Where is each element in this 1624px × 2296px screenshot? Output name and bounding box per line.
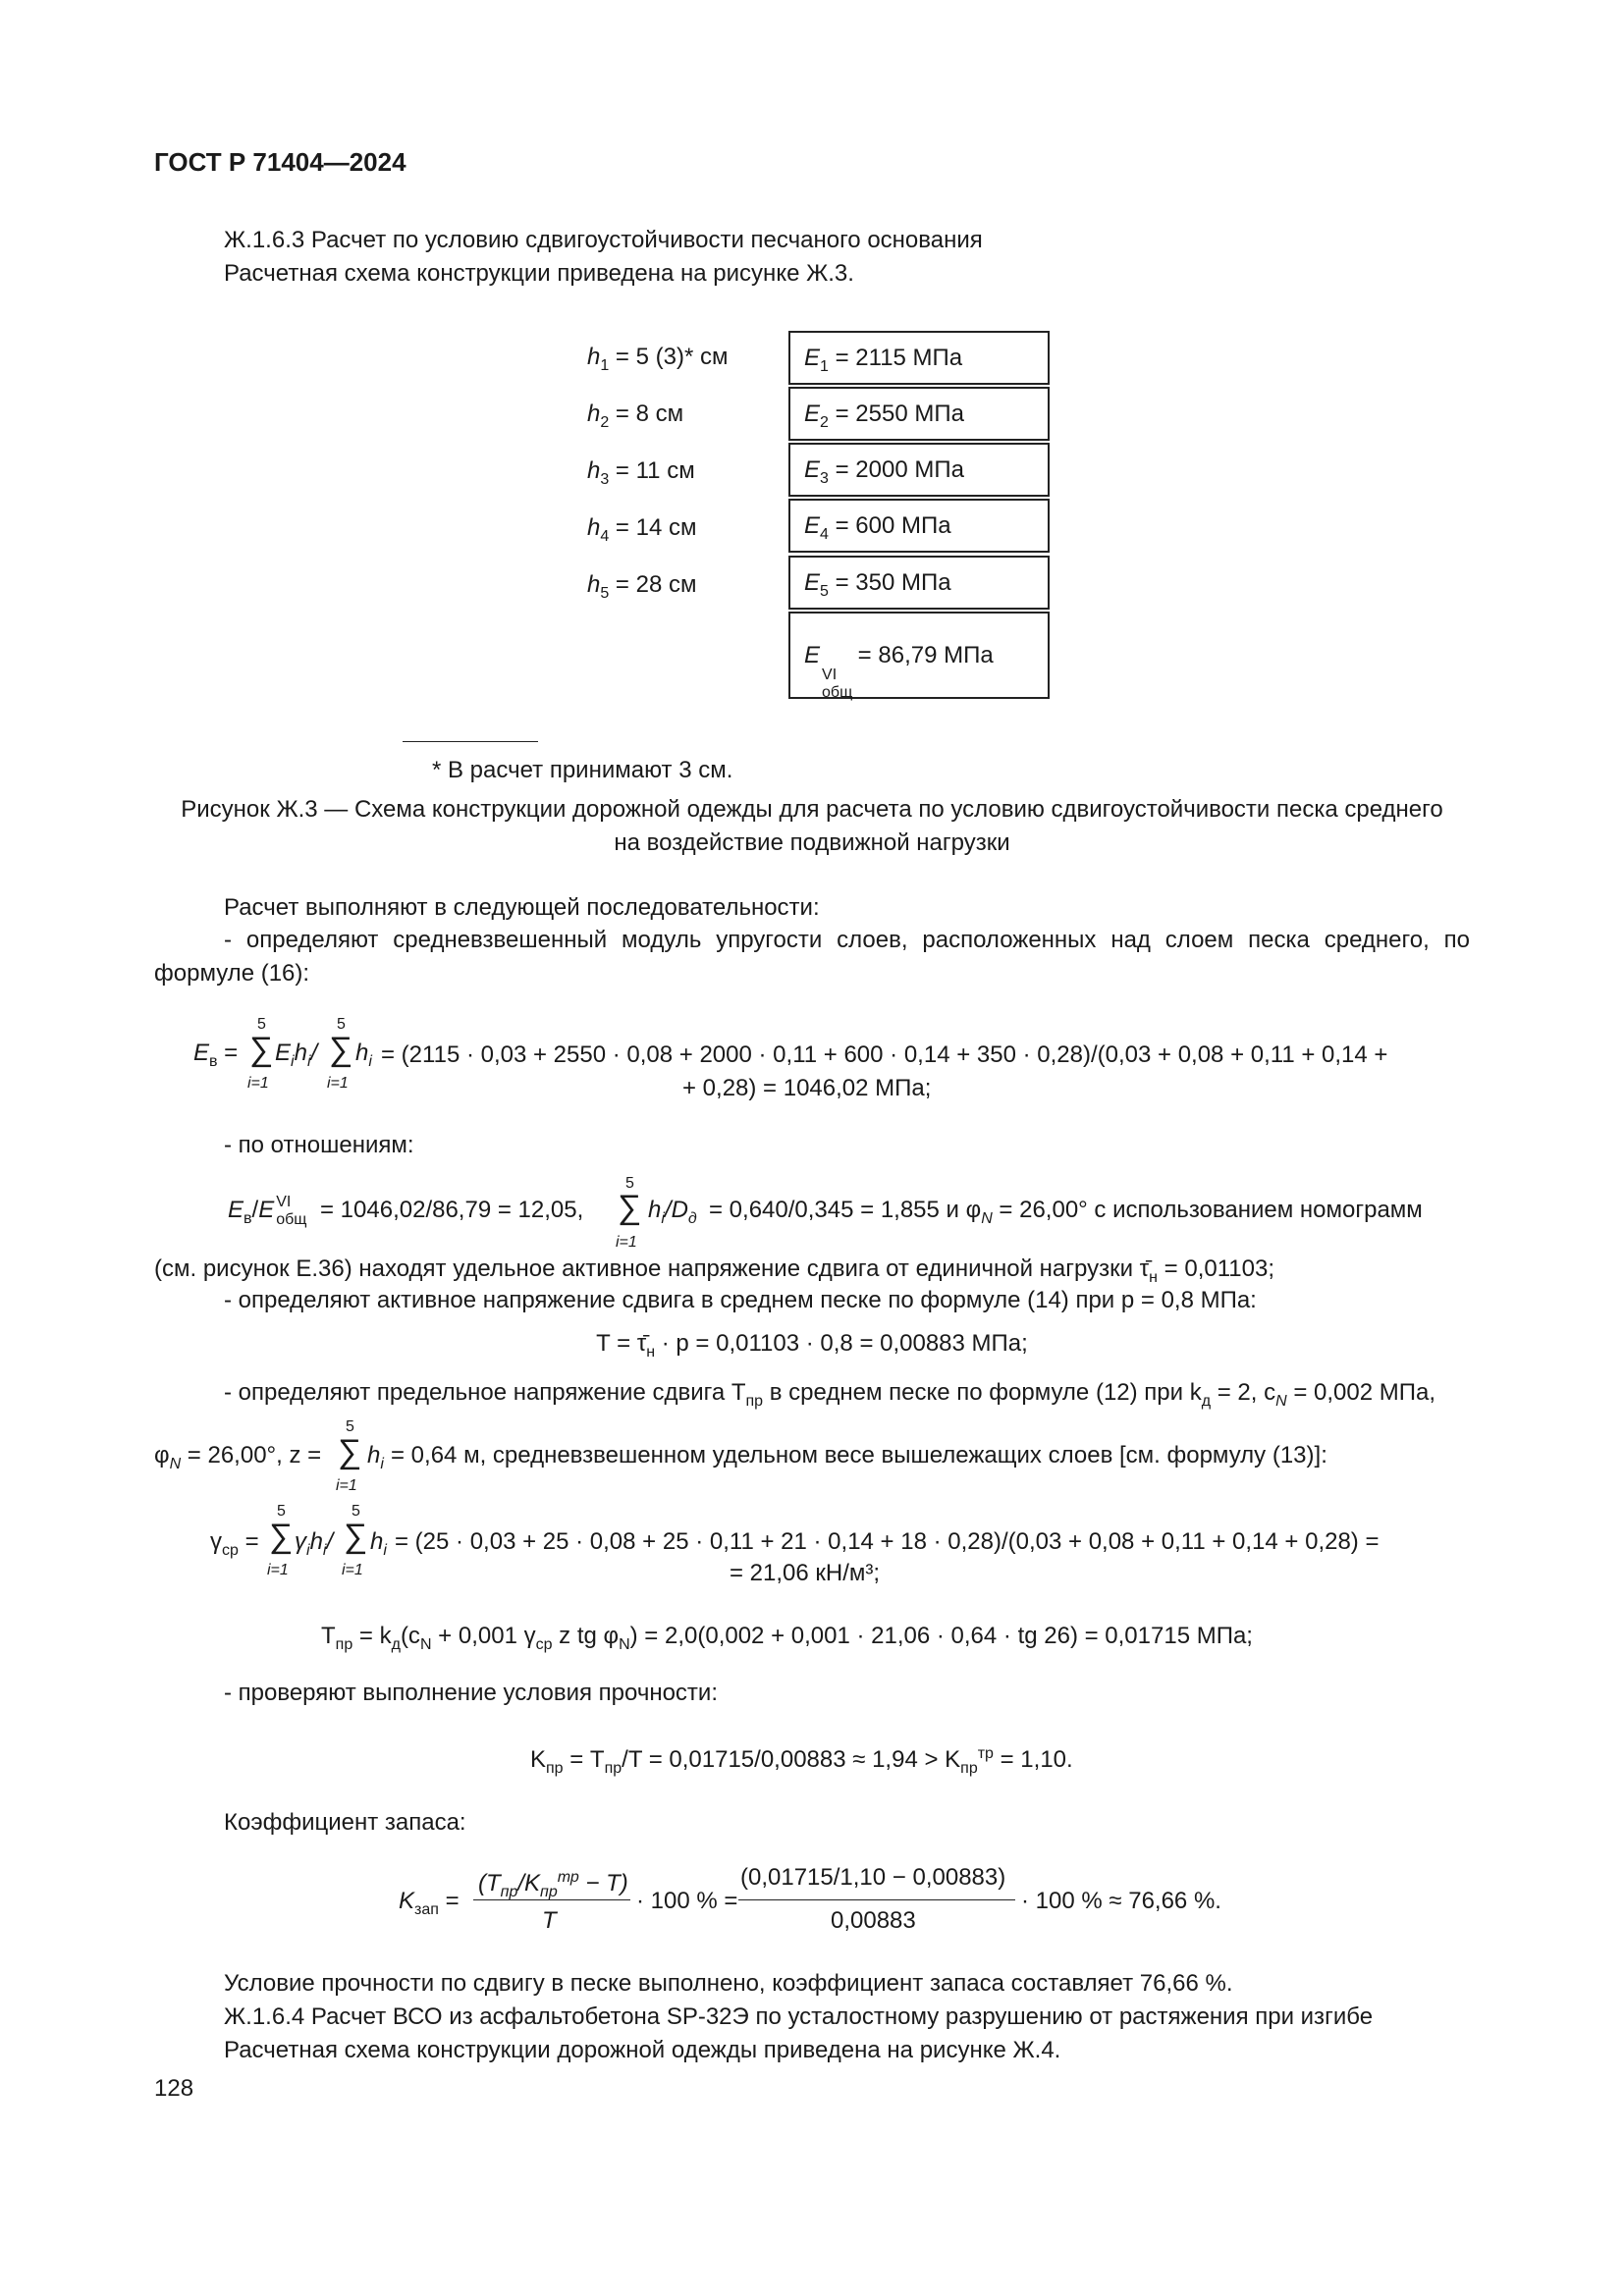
figure-caption-line-1: Рисунок Ж.3 — Схема конструкции дорожной одежды для расчета по условию сдвигоустойчивости песка среднего (181, 796, 1443, 823)
total-modulus: E VI общ = 86,79 МПа (788, 612, 1050, 699)
layer-modulus-3: $E_3 = 2000$ МПа (788, 443, 1050, 497)
paragraph-sequence: Расчет выполняют в следующей последовательности: (224, 894, 820, 921)
figure-caption-line-2: на воздействие подвижной нагрузки (614, 829, 1010, 856)
section-intro: Расчетная схема конструкции приведена на рисунке Ж.3. (224, 260, 854, 287)
section-title: Ж.1.6.3 Расчет по условию сдвигоустойчивости песчаного основания (224, 227, 983, 253)
layer-modulus-2: $E_2 = 2550$ МПа (788, 387, 1050, 441)
equation-strength-check: $K_{пр} = T_{пр}/T = 0,01715/0,00883 \approx 1,94 > K_{пр}^{тр} = 1,10$. (530, 1745, 1073, 1777)
layer-thickness-1: $h_1 = 5$ (3)* см (587, 344, 729, 374)
paragraph-active-stress: - определяют активное напряжение сдвига в среднем песке по формуле (14) при p = 0,8 МПа: (224, 1287, 1257, 1313)
paragraph-limit-stress: - определяют предельное напряжение сдвига $T_{пр}$ в среднем песке по формуле (12) при $k_д = 2$, $c_N = 0,002$ МПа, (224, 1379, 1436, 1410)
paragraph-step-1-cont: формуле (16): (154, 960, 310, 987)
paragraph-check: - проверяют выполнение условия прочности: (224, 1680, 718, 1706)
paragraph-step-1: - определяют средневзвешенный модуль упругости слоев, расположенных над слоем песка среднего, по (224, 927, 1470, 953)
layer-thickness-2: $h_2 = 8$ см (587, 400, 684, 431)
paragraph-conclusion: Условие прочности по сдвигу в песке выполнено, коэффициент запаса составляет 76,66 %. (224, 1970, 1233, 1997)
equation-limit-stress: $T_{пр} = k_д(c_N + 0,001$ $\gamma_{ср}$ z tg $\varphi_N) = 2,0(0,002 + 0,001 \cdot 21,06 \cdot 0,64$ · tg 26) = 0,01715 МПа; (321, 1623, 1253, 1653)
equation-active-stress: $T = \taū_н \cdot p = 0,01103 \cdot 0,8 = 0,00883$ МПа; (596, 1330, 1028, 1361)
layer-thickness-4: $h_4 = 14$ см (587, 514, 697, 545)
page-number: 128 (154, 2075, 194, 2102)
layer-modulus-1: $E_1 = 2115$ МПа (788, 331, 1050, 385)
paragraph-unit-stress: (см. рисунок Е.36) находят удельное активное напряжение сдвига от единичной нагрузки $\taū_н = 0,01103$; (154, 1255, 1274, 1286)
layer-modulus-4: $E_4 = 600$ МПа (788, 499, 1050, 553)
layer-thickness-5: $h_5 = 28$ см (587, 571, 697, 602)
figure-footnote: * В расчет принимают 3 см. (432, 757, 733, 783)
paragraph-safety: Коэффициент запаса: (224, 1809, 466, 1836)
paragraph-ratios: - по отношениям: (224, 1132, 414, 1158)
section-title-2: Ж.1.6.4 Расчет ВСО из асфальтобетона SP-32Э по усталостному разрушению от растяжения при изгибе (224, 2003, 1374, 2030)
document-header: ГОСТ Р 71404—2024 (154, 147, 406, 177)
footnote-separator (403, 741, 538, 742)
layer-modulus-5: $E_5 = 350$ МПа (788, 556, 1050, 610)
section-intro-2: Расчетная схема конструкции дорожной одежды приведена на рисунке Ж.4. (224, 2037, 1061, 2063)
layer-thickness-3: $h_3 = 11$ см (587, 457, 695, 488)
